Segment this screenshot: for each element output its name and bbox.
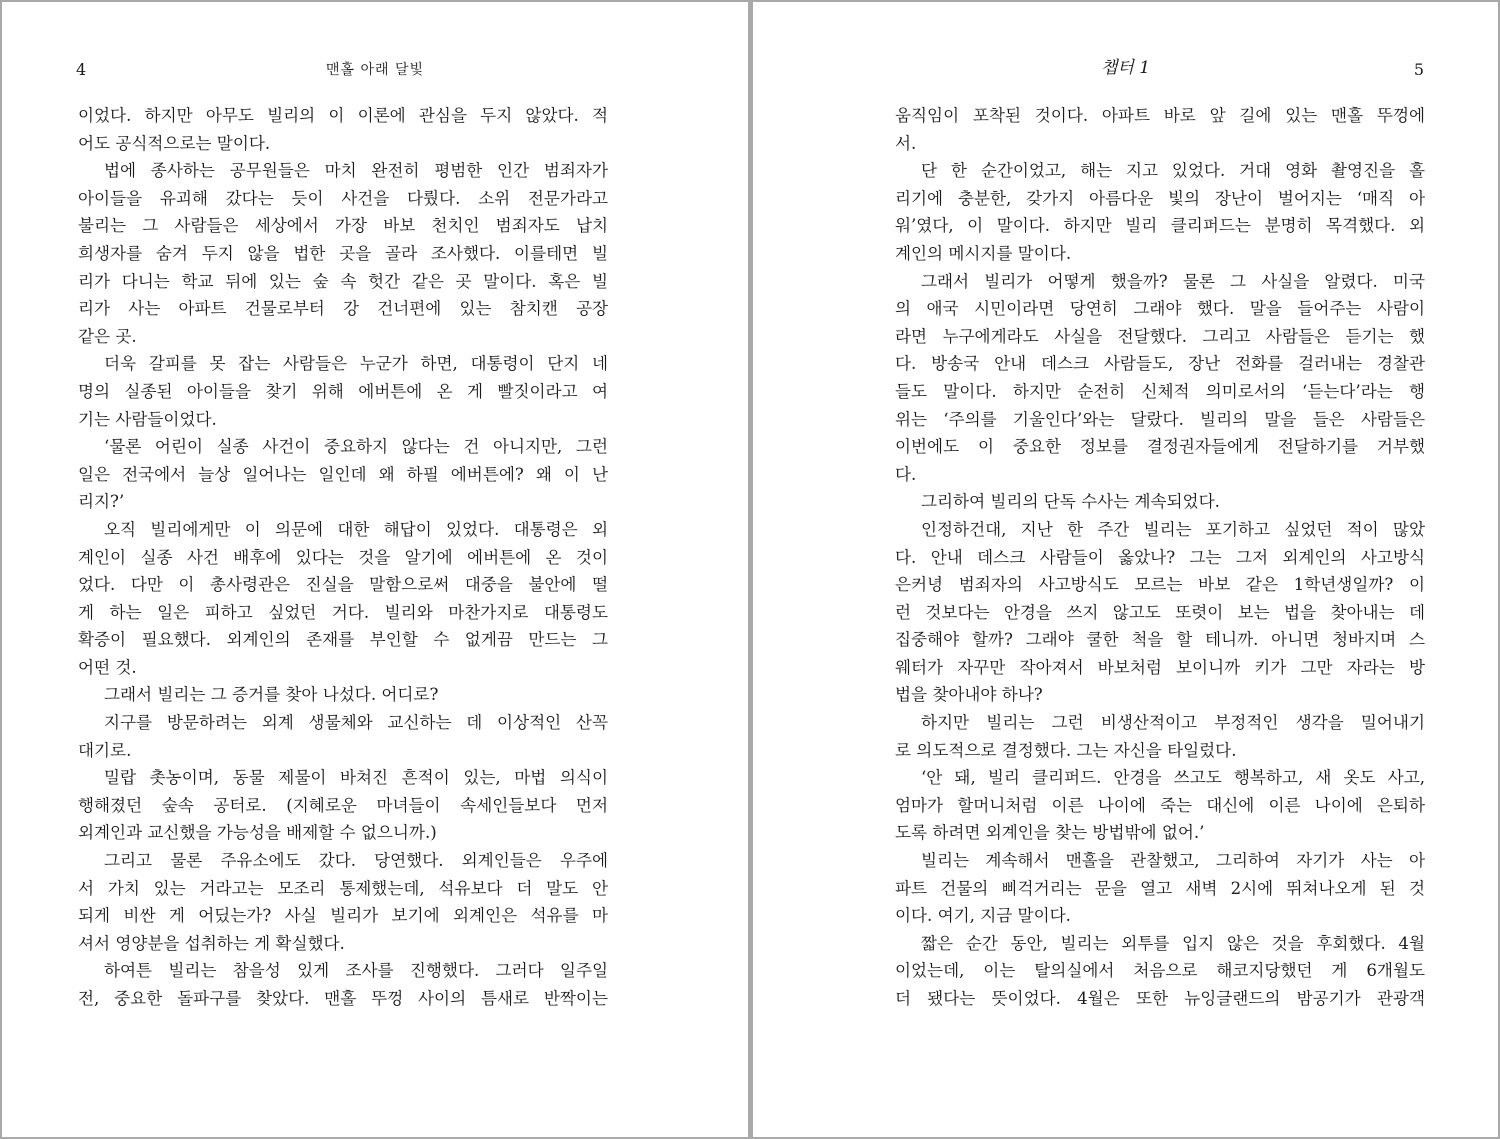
text-line: 전, 중요한 돌파구를 찾았다. 맨홀 뚜껑 사이의 틈새로 반짝이는: [78, 989, 608, 1008]
text-line: 움직임이 포착된 것이다. 아파트 바로 앞 길에 있는 맨홀 뚜껑에: [895, 106, 1425, 125]
text-line: 리지?’: [78, 492, 125, 512]
text-line: 법을 찾아내야 하나?: [895, 685, 1043, 705]
text-line: 리가 다니는 학교 뒤에 있는 숲 속 헛간 같은 곳 말이다. 혹은 빌: [78, 271, 608, 291]
page-number-right: 5: [1413, 60, 1424, 79]
text-line: 되게 비싼 게 어딨는가? 사실 빌리가 보기에 외계인은 석유를 마: [78, 906, 608, 926]
text-line: 희생자를 숨겨 두지 않을 법한 곳을 골라 조사했다. 이를테면 빌: [78, 243, 608, 263]
right-page-body: [895, 102, 1425, 1013]
text-line: 그래서 빌리가 어떻게 했을까? 물론 그 사실을 알렸다. 미국: [921, 271, 1425, 291]
text-line: 그래서 빌리는 그 증거를 찾아 나섰다. 어디로?: [104, 685, 439, 705]
text-line: 이번에도 이 중요한 정보를 결정권자들에게 전달하기를 거부했: [895, 437, 1425, 457]
text-line: 불리는 그 사람들은 세상에서 가장 바보 천치인 범죄자도 납치: [78, 216, 608, 236]
text-line: 아이들을 유괴해 갔다는 듯이 사건을 다뤘다. 소위 전문가라고: [78, 188, 608, 208]
text-line: 파트 건물의 삐걱거리는 문을 열고 새벽 2시에 뛰쳐나오게 된 것: [895, 878, 1425, 898]
left-page: [2, 2, 748, 1137]
text-line: 웨터가 자꾸만 작아져서 바보처럼 보이니까 키가 그만 자라는 방: [895, 657, 1425, 677]
text-line: 었다. 다만 이 총사령관은 진실을 말함으로써 대중을 불안에 떨: [78, 575, 608, 595]
text-line: 확증이 필요했다. 외계인의 존재를 부인할 수 없게끔 만드는 그: [78, 630, 608, 650]
text-line: 게 하는 일은 피하고 싶었던 거다. 빌리와 마찬가지로 대통령도: [78, 602, 608, 622]
text-line: 이었는데, 이는 탈의실에서 처음으로 해코지당했던 게 6개월도: [895, 961, 1425, 981]
text-line: 하여튼 빌리는 참을성 있게 조사를 진행했다. 그러다 일주일: [104, 961, 608, 981]
text-line: 더욱 갈피를 못 잡는 사람들은 누군가 하면, 대통령이 단지 네: [104, 354, 608, 374]
text-line: 엄마가 할머니처럼 이른 나이에 죽는 대신에 이른 나이에 은퇴하: [895, 795, 1425, 815]
text-line: 의 애국 시민이라면 당연히 그래야 했다. 말을 들어주는 사람이: [895, 299, 1425, 319]
text-line: 대기로.: [78, 740, 132, 760]
text-line: 명의 실종된 아이들을 찾기 위해 에버튼에 온 게 빨짓이라고 여: [78, 381, 608, 401]
text-line: 로 의도적으로 결정했다. 그는 자신을 타일렀다.: [895, 740, 1237, 760]
text-line: 셔서 영양분을 섭취하는 게 확실했다.: [78, 933, 345, 953]
text-line: 다.: [895, 464, 917, 484]
text-line: 다. 방송국 안내 데스크 사람들도, 장난 전화를 걸러내는 경찰관: [895, 354, 1425, 374]
text-line: 그리고 물론 주유소에도 갔다. 당연했다. 외계인들은 우주에: [104, 851, 608, 871]
text-line: 짧은 순간 동안, 빌리는 외투를 입지 않은 것을 후회했다. 4월: [921, 933, 1425, 953]
text-line: 법에 종사하는 공무원들은 마치 완전히 평범한 인간 범죄자가: [104, 161, 608, 181]
text-line: 런 것보다는 안경을 쓰지 않고도 또렷이 보는 법을 찾아내는 데: [895, 602, 1425, 622]
text-line: 워’였다, 이 말이다. 하지만 빌리 클리퍼드는 분명히 목격했다. 외: [895, 216, 1425, 236]
text-line: 리기에 충분한, 갖가지 아름다운 빛의 장난이 벌어지는 ‘매직 아: [895, 188, 1425, 208]
text-line: 어떤 것.: [78, 657, 137, 677]
text-line: 인정하건대, 지난 한 주간 빌리는 포기하고 싶었던 적이 많았: [921, 519, 1425, 539]
text-line: 일은 전국에서 늘상 일어나는 일인데 왜 하필 에버튼에? 왜 이 난: [78, 464, 608, 484]
text-line: 하지만 빌리는 그런 비생산적이고 부정적인 생각을 밀어내기: [921, 713, 1425, 733]
text-line: 라면 누구에게라도 사실을 전달했다. 그리고 사람들은 듣기는 했: [895, 326, 1425, 346]
page-number-left: 4: [76, 60, 87, 79]
right-page: [753, 2, 1498, 1137]
text-line: 이다. 여기, 지금 말이다.: [895, 906, 1071, 926]
text-line: ‘물론 어린이 실종 사건이 중요하지 않다는 건 아니지만, 그런: [104, 437, 608, 457]
text-line: 서.: [895, 133, 917, 153]
text-line: 행해졌던 숲속 공터로. (지혜로운 마녀들이 속세인들보다 먼저: [78, 795, 608, 815]
text-line: 이었다. 하지만 아무도 빌리의 이 이론에 관심을 두지 않았다. 적: [78, 106, 608, 125]
running-head-left: 맨홀 아래 달빛: [325, 62, 425, 78]
text-line: 지구를 방문하려는 외계 생물체와 교신하는 데 이상적인 산꼭: [104, 713, 608, 733]
text-line: 은커녕 범죄자의 사고방식도 모르는 바보 같은 1학년생일까? 이: [895, 575, 1425, 595]
text-line: 다. 안내 데스크 사람들이 옳았나? 그는 그저 외계인의 사고방식: [895, 547, 1425, 567]
text-line: 외계인과 교신했을 가능성을 배제할 수 없으니까.): [78, 823, 437, 843]
text-line: ‘안 돼, 빌리 클리퍼드. 안경을 쓰고도 행복하고, 새 옷도 사고,: [921, 768, 1425, 788]
text-line: 리가 사는 아파트 건물로부터 강 건너편에 있는 참치캔 공장: [78, 299, 608, 319]
text-line: 어도 공식적으로는 말이다.: [78, 133, 271, 153]
text-line: 빌리는 계속해서 맨홀을 관찰했고, 그리하여 자기가 사는 아: [921, 851, 1425, 871]
text-line: 위는 ‘주의를 기울인다’와는 달랐다. 빌리의 말을 들은 사람들은: [895, 409, 1425, 429]
text-line: 오직 빌리에게만 이 의문에 대한 해답이 있었다. 대통령은 외: [104, 519, 608, 539]
text-line: 계인이 실종 사건 배후에 있다는 것을 알기에 에버튼에 온 것이: [78, 547, 608, 567]
text-line: 그리하여 빌리의 단독 수사는 계속되었다.: [921, 492, 1220, 512]
text-line: 도록 하려면 외계인을 찾는 방법밖에 없어.’: [895, 823, 1205, 843]
left-page-body: [78, 102, 608, 1013]
text-line: 단 한 순간이었고, 해는 지고 있었다. 거대 영화 촬영진을 홀: [921, 161, 1425, 181]
text-line: 서 가치 있는 거라고는 모조리 통제했는데, 석유보다 더 말도 안: [78, 878, 608, 898]
text-line: 집중해야 할까? 그래야 쿨한 척을 할 테니까. 아니면 청바지며 스: [895, 630, 1425, 650]
text-line: 더 됐다는 뜻이었다. 4월은 또한 뉴잉글랜드의 밤공기가 관광객: [895, 989, 1425, 1008]
text-line: 기는 사람들이었다.: [78, 409, 217, 429]
text-line: 계인의 메시지를 말이다.: [895, 243, 1072, 263]
text-line: 같은 곳.: [78, 326, 137, 346]
text-line: 밀랍 촛농이며, 동물 제물이 바쳐진 흔적이 있는, 마법 의식이: [104, 768, 608, 788]
running-head-right: 챕터 1: [1100, 58, 1151, 78]
text-line: 들도 말이다. 하지만 순전히 신체적 의미로서의 ‘듣는다’라는 행: [895, 381, 1425, 401]
